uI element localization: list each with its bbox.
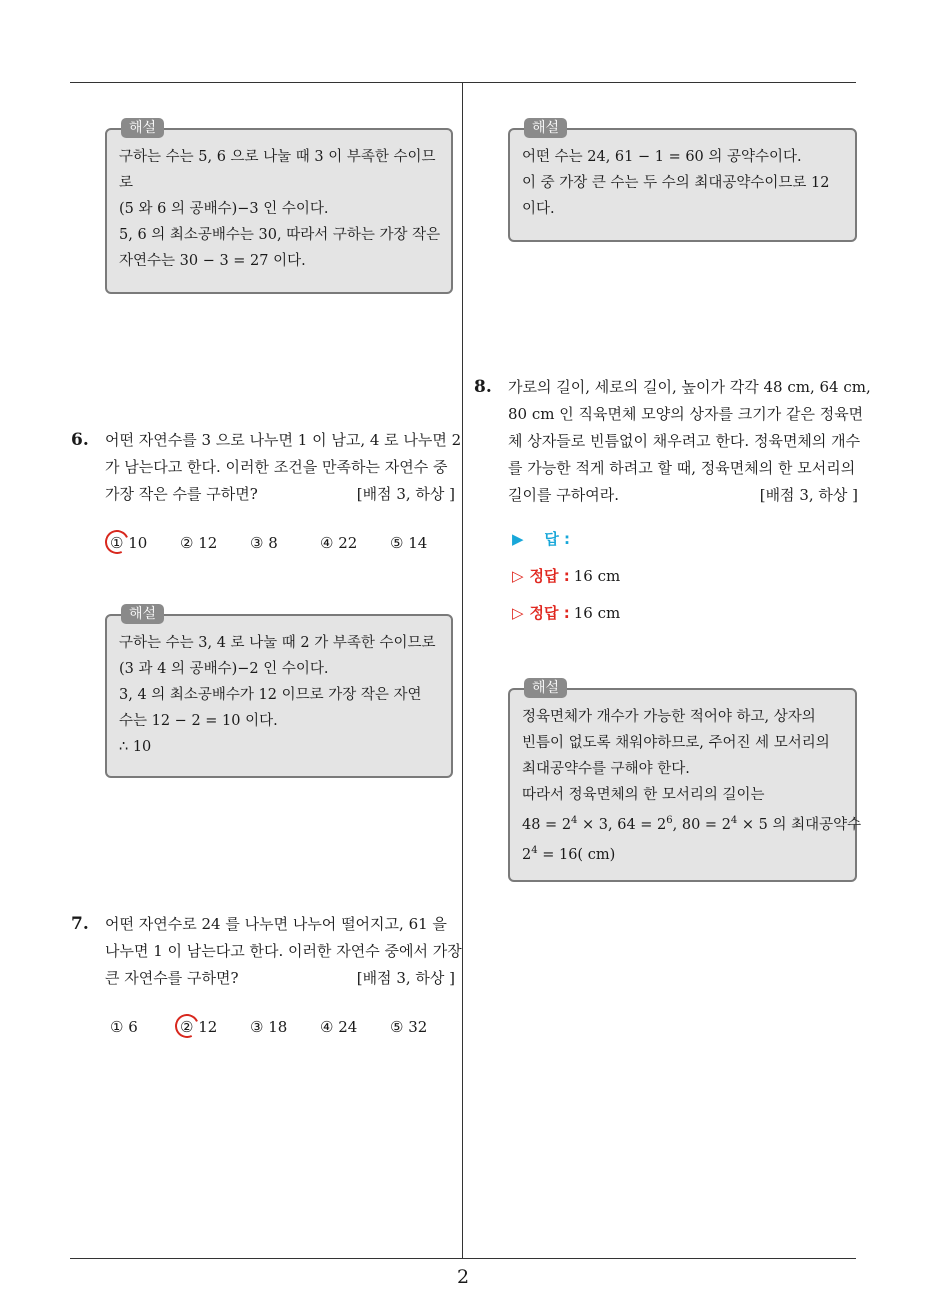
question-text-last <box>508 482 858 509</box>
question-text: 체 상자들로 빈틈없이 채우려고 한다. 정육면체의 개수 <box>508 432 861 450</box>
answer-label: 답 : <box>544 530 571 548</box>
eq-part: 2 <box>522 846 532 863</box>
question-text: 길이를 구하여라. <box>508 486 619 504</box>
answer-circle-mark <box>172 1011 203 1042</box>
correct-answer-row <box>512 565 620 586</box>
choice-2[interactable]: ② 12 <box>180 1018 218 1036</box>
eq-part: , 80 = 2 <box>672 816 731 833</box>
question-number: 6. <box>71 430 89 450</box>
choice-3[interactable]: ③ 8 <box>250 534 278 552</box>
solution-line: ∴ 10 <box>119 739 152 755</box>
question-number: 7. <box>71 914 89 934</box>
solution-line: 자연수는 30 − 3 = 27 이다. <box>119 253 306 269</box>
choice-5[interactable]: ⑤ 32 <box>390 1018 428 1036</box>
solution-line: 3, 4 의 최소공배수가 12 이므로 가장 작은 자연 <box>119 687 422 703</box>
question-8 <box>474 374 871 509</box>
solution-line: 로 <box>119 175 134 191</box>
choices-6 <box>110 534 450 558</box>
solution-equation <box>522 808 862 838</box>
correct-answer-label: 정답 : <box>529 567 570 585</box>
choices-7 <box>110 1018 450 1042</box>
question-text: 를 가능한 적게 하려고 할 때, 정육면체의 한 모서리의 <box>508 459 856 477</box>
solution-line: (5 와 6 의 공배수)−3 인 수이다. <box>119 201 329 217</box>
eq-exponent: 6 <box>666 815 673 826</box>
eq-exponent: 4 <box>730 815 738 826</box>
eq-part: = 16( cm) <box>537 846 616 863</box>
solution-box-6 <box>105 606 453 778</box>
question-text: 큰 자연수를 구하면? <box>105 969 239 987</box>
eq-part: × 3, 64 = 2 <box>577 816 667 833</box>
answer-row <box>512 528 570 549</box>
play-triangle-icon: ▶ <box>512 530 524 548</box>
solution-tag: 해설 <box>524 678 567 698</box>
question-text: 가장 작은 수를 구하면? <box>105 485 258 503</box>
solution-line: 5, 6 의 최소공배수는 30, 따라서 구하는 가장 작은 <box>119 227 441 243</box>
solution-line: 최대공약수를 구해야 한다. <box>522 761 690 777</box>
question-text-last <box>105 965 455 992</box>
choice-3[interactable]: ③ 18 <box>250 1018 288 1036</box>
question-number: 8. <box>474 377 492 397</box>
solution-line: 어떤 수는 24, 61 − 1 = 60 의 공약수이다. <box>522 149 802 165</box>
choice-1[interactable]: ① 10 <box>110 534 148 552</box>
outline-triangle-icon: ▷ <box>512 567 524 585</box>
correct-answer-row <box>512 602 620 623</box>
solution-line: 따라서 정육면체의 한 모서리의 길이는 <box>522 787 765 803</box>
solution-line: 구하는 수는 5, 6 으로 나눌 때 3 이 부족한 수이므 <box>119 149 436 165</box>
correct-answer-label: 정답 : <box>529 604 570 622</box>
question-text: 가로의 길이, 세로의 길이, 높이가 각각 48 cm, 64 cm, <box>508 378 871 396</box>
bottom-rule <box>70 1258 856 1259</box>
solution-box-5 <box>105 120 453 294</box>
solution-box-7 <box>508 120 857 242</box>
question-text: 어떤 자연수를 3 으로 나누면 1 이 남고, 4 로 나누면 2 <box>105 431 462 449</box>
solution-line: 정육면체가 개수가 가능한 적어야 하고, 상자의 <box>522 709 816 725</box>
choice-4[interactable]: ④ 22 <box>320 534 358 552</box>
solution-tag: 해설 <box>524 118 567 138</box>
question-text-last <box>105 481 455 508</box>
eq-exponent: 4 <box>571 815 578 826</box>
solution-line: 구하는 수는 3, 4 로 나눌 때 2 가 부족한 수이므로 <box>119 635 436 651</box>
solution-line: 이다. <box>522 201 555 217</box>
page-number: 2 <box>456 1266 470 1288</box>
choice-2[interactable]: ② 12 <box>180 534 218 552</box>
question-7 <box>71 911 462 992</box>
solution-line: 빈틈이 없도록 채워야하므로, 주어진 세 모서리의 <box>522 735 830 751</box>
score-label: [배점 3, 하상 ] <box>356 485 455 503</box>
top-rule <box>70 82 856 83</box>
eq-part: × 5 의 최대공약수 <box>737 816 862 833</box>
correct-answer-value: 16 cm <box>573 604 621 622</box>
score-label: [배점 3, 하상 ] <box>759 486 858 504</box>
outline-triangle-icon: ▷ <box>512 604 524 622</box>
eq-part: 48 = 2 <box>522 816 572 833</box>
score-label: [배점 3, 하상 ] <box>356 969 455 987</box>
solution-line: 이 중 가장 큰 수는 두 수의 최대공약수이므로 12 <box>522 175 830 191</box>
solution-tag: 해설 <box>121 118 164 138</box>
eq-exponent: 4 <box>531 844 538 856</box>
choice-4[interactable]: ④ 24 <box>320 1018 358 1036</box>
solution-line: 수는 12 − 2 = 10 이다. <box>119 713 278 729</box>
question-text: 나누면 1 이 남는다고 한다. 이러한 자연수 중에서 가장 <box>105 942 462 960</box>
choice-5[interactable]: ⑤ 14 <box>390 534 428 552</box>
choice-1[interactable]: ① 6 <box>110 1018 138 1036</box>
solution-line: (3 과 4 의 공배수)−2 인 수이다. <box>119 661 329 677</box>
correct-answer-value: 16 cm <box>573 567 621 585</box>
solution-box-8 <box>508 680 862 882</box>
question-text: 80 cm 인 직육면체 모양의 상자를 크기가 같은 정육면 <box>508 405 864 423</box>
answer-circle-mark <box>102 527 133 558</box>
solution-result <box>522 838 843 868</box>
solution-tag: 해설 <box>121 604 164 624</box>
question-6 <box>71 427 462 508</box>
question-text: 어떤 자연수로 24 를 나누면 나누어 떨어지고, 61 을 <box>105 915 447 933</box>
column-divider <box>462 83 463 1258</box>
question-text: 가 남는다고 한다. 이러한 조건을 만족하는 자연수 중 <box>105 458 448 476</box>
